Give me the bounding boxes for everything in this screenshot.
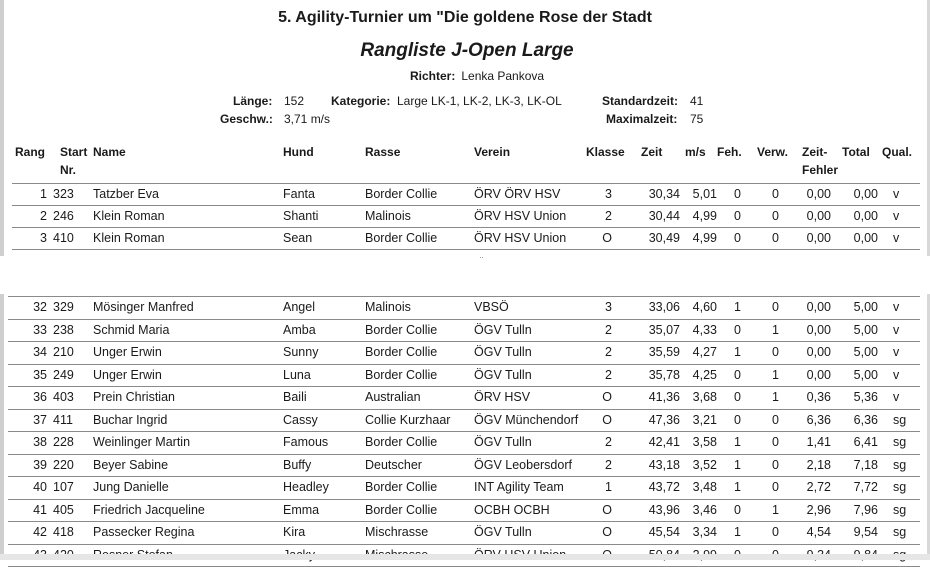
cell-rasse: Collie Kurzhaar	[365, 412, 451, 427]
cell-verein: ÖRV HSV	[474, 390, 531, 404]
cell-verein: INT Agility Team	[474, 480, 564, 494]
max-time-label: Maximalzeit:	[606, 112, 678, 126]
cell-klasse: O	[602, 502, 612, 517]
cell-rasse: Border Collie	[365, 480, 438, 494]
cell-rasse: Border Collie	[365, 367, 438, 382]
cell-total: 0,00	[853, 187, 878, 201]
cell-start: 411	[53, 412, 73, 427]
cell-zeitfehler: 0,00	[806, 345, 831, 359]
cell-start: 323	[53, 187, 74, 201]
cell-qual: v	[893, 367, 900, 382]
cell-hund: Famous	[283, 435, 329, 449]
cell-zeit: 35,59	[648, 345, 680, 359]
cell-rasse: Border Collie	[365, 345, 438, 359]
cell-zeit: 35,78	[648, 367, 680, 382]
cell-zeitfehler: 1,41	[806, 435, 831, 449]
cell-ms: 3,68	[692, 390, 717, 404]
cell-zeitfehler: 0,36	[806, 390, 831, 404]
cell-hund: Kira	[283, 525, 306, 539]
cell-name: Jung Danielle	[93, 480, 169, 494]
cell-total: 0,00	[853, 231, 878, 245]
cell-qual: v	[893, 322, 900, 337]
cell-name: Mösinger Manfred	[93, 300, 194, 314]
cell-ms: 4,25	[692, 367, 717, 382]
cell-hund: Cassy	[283, 412, 318, 427]
col-hund: Hund	[283, 145, 314, 159]
cell-verein: ÖRV HSV Union	[474, 231, 567, 245]
judge-label: Richter:	[410, 69, 456, 83]
table-row	[0, 228, 930, 250]
col-name: Name	[93, 145, 126, 159]
cell-hund: Emma	[283, 502, 320, 517]
cell-zeitfehler: 0,00	[806, 187, 831, 201]
cell-zeitfehler: 4,54	[806, 525, 831, 539]
cell-qual: sg	[893, 457, 907, 472]
category-value: Large LK-1, LK-2, LK-3, LK-OL	[397, 94, 562, 108]
table-row	[0, 432, 930, 454]
cell-start: 418	[53, 525, 74, 539]
cell-rasse: Malinois	[365, 300, 411, 314]
cell-start: 246	[53, 209, 74, 223]
cell-rasse: Australian	[365, 390, 421, 404]
cell-hund: Shanti	[283, 209, 319, 223]
cell-hund: Angel	[283, 300, 315, 314]
cell-klasse: 3	[605, 300, 612, 314]
cell-ms: 4,99	[692, 209, 717, 223]
col-feh: Feh.	[717, 145, 742, 159]
cell-verw: 1	[772, 390, 779, 404]
col-zeitfehler: Zeit- Fehler	[802, 145, 839, 177]
cell-zeit: 35,07	[648, 322, 680, 337]
cell-rang: 38	[33, 435, 47, 449]
cell-zeitfehler: 2,72	[806, 480, 831, 494]
tournament-title: 5. Agility-Turnier um "Die goldene Rose der Stadt	[278, 9, 652, 26]
cell-start: 329	[53, 300, 74, 314]
cell-rang: 42	[33, 525, 47, 539]
cell-total: 0,00	[853, 209, 878, 223]
cell-klasse: 2	[605, 367, 612, 382]
cell-rasse: Border Collie	[365, 187, 438, 201]
length-value: 152	[284, 94, 305, 108]
cell-qual: sg	[893, 525, 907, 539]
cell-zeit: 47,36	[648, 412, 680, 427]
cell-qual: sg	[893, 502, 907, 517]
cell-feh: 1	[734, 345, 741, 359]
cell-qual: sg	[893, 435, 907, 449]
cell-total: 6,36	[853, 412, 878, 427]
cell-hund: Fanta	[283, 187, 315, 201]
cell-zeitfehler: 2,96	[806, 502, 831, 517]
cell-hund: Luna	[283, 367, 311, 382]
cell-ms: 3,34	[692, 525, 717, 539]
cell-verein: ÖGV Tulln	[474, 367, 532, 382]
cell-total: 5,00	[853, 300, 878, 314]
ranking-subtitle: Rangliste J-Open Large	[360, 40, 574, 61]
cell-hund: Baili	[283, 390, 307, 404]
cell-verein: ÖGV Leobersdorf	[474, 457, 572, 472]
cell-zeit: 43,72	[648, 480, 680, 494]
cell-zeitfehler: 0,00	[806, 209, 831, 223]
cell-hund: Sunny	[283, 345, 319, 359]
cell-feh: 1	[734, 480, 741, 494]
cell-klasse: 2	[605, 322, 612, 337]
table-row	[0, 206, 930, 228]
cell-ms: 5,01	[692, 187, 717, 201]
cell-verw: 0	[772, 480, 779, 494]
cell-feh: 1	[734, 457, 741, 472]
cell-verw: 1	[772, 322, 779, 337]
cell-klasse: O	[602, 231, 612, 245]
cell-start: 228	[53, 435, 74, 449]
cell-total: 7,96	[853, 502, 878, 517]
cell-verw: 0	[772, 412, 779, 427]
cell-zeit: 43,18	[648, 457, 680, 472]
cell-name: Weinlinger Martin	[93, 435, 191, 449]
cell-name: Klein Roman	[93, 231, 165, 245]
cell-verein: ÖGV Tulln	[474, 525, 532, 539]
cell-klasse: 2	[605, 457, 612, 472]
col-rang: Rang	[15, 145, 45, 159]
cell-total: 6,41	[853, 435, 878, 449]
col-klasse: Klasse	[586, 145, 625, 159]
cell-feh: 0	[734, 390, 741, 404]
cell-klasse: 2	[605, 209, 612, 223]
scan-speck: ¨	[480, 256, 484, 267]
cell-ms: 3,48	[692, 480, 717, 494]
judge-name: Lenka Pankova	[461, 69, 545, 83]
col-total: Total	[842, 145, 870, 159]
cell-klasse: O	[602, 412, 612, 427]
cell-verw: 1	[772, 367, 779, 382]
cell-ms: 4,60	[692, 300, 717, 314]
cell-verw: 0	[772, 187, 779, 201]
cell-zeitfehler: 0,00	[806, 367, 831, 382]
cell-rasse: Mischrasse	[365, 525, 429, 539]
cell-start: 238	[53, 322, 74, 337]
cell-total: 5,00	[853, 345, 878, 359]
cell-verein: ÖGV Tulln	[474, 345, 532, 359]
cell-name: Schmid Maria	[93, 322, 170, 337]
cell-feh: 0	[734, 187, 741, 201]
cell-feh: 0	[734, 322, 741, 337]
cell-rang: 40	[33, 480, 47, 494]
table-rule	[12, 249, 920, 250]
cell-feh: 0	[734, 231, 741, 245]
cell-rang: 33	[33, 322, 47, 337]
category-label: Kategorie:	[331, 94, 391, 108]
cell-qual: sg	[893, 412, 907, 427]
cell-zeitfehler: 0,00	[806, 231, 831, 245]
cell-start: 403	[53, 390, 74, 404]
table-row	[0, 477, 930, 499]
cell-feh: 0	[734, 502, 741, 517]
cell-rang: 37	[33, 412, 47, 427]
cell-start: 405	[53, 502, 74, 517]
cell-zeitfehler: 6,36	[806, 412, 831, 427]
cell-rang: 36	[33, 390, 47, 404]
cell-start: 220	[53, 457, 74, 472]
cell-total: 5,00	[853, 322, 878, 337]
cell-qual: v	[893, 390, 900, 404]
cell-verein: ÖGV Münchendorf	[474, 412, 579, 427]
cell-qual: v	[893, 231, 900, 245]
cell-qual: v	[893, 187, 900, 201]
cell-qual: sg	[893, 480, 907, 494]
cell-ms: 4,33	[692, 322, 717, 337]
cell-rang: 41	[33, 502, 47, 517]
cell-total: 5,00	[853, 367, 878, 382]
cell-name: Beyer Sabine	[93, 457, 169, 472]
cell-name: Buchar Ingrid	[93, 412, 168, 427]
cell-rang: 32	[33, 300, 47, 314]
cell-rang: 3	[40, 231, 47, 245]
cell-verw: 0	[772, 300, 779, 314]
cell-zeitfehler: 2,18	[806, 457, 831, 472]
cell-verein: OCBH OCBH	[474, 502, 550, 517]
cell-zeitfehler: 0,00	[806, 300, 831, 314]
cell-ms: 4,27	[692, 345, 717, 359]
scan-gap	[0, 256, 930, 294]
cell-name: Unger Erwin	[93, 345, 162, 359]
cell-rang: 1	[40, 187, 47, 201]
cell-rang: 34	[33, 345, 47, 359]
cell-start: 410	[53, 231, 74, 245]
cell-rasse: Malinois	[365, 209, 411, 223]
cell-zeit: 33,06	[648, 300, 680, 314]
cell-klasse: 2	[605, 435, 612, 449]
cell-klasse: O	[602, 525, 612, 539]
cell-name: Unger Erwin	[93, 367, 162, 382]
cell-hund: Headley	[283, 480, 329, 494]
cell-verein: ÖGV Tulln	[474, 435, 532, 449]
cell-name: Friedrich Jacqueline	[93, 502, 205, 517]
cell-rasse: Border Collie	[365, 435, 438, 449]
cell-feh: 0	[734, 412, 741, 427]
table-row	[0, 297, 930, 319]
standard-time-value: 41	[690, 94, 704, 108]
cell-ms: 3,46	[692, 502, 717, 517]
cell-ms: 3,58	[692, 435, 717, 449]
cell-total: 7,72	[853, 480, 878, 494]
standard-time-label: Standardzeit:	[602, 94, 679, 108]
cell-zeit: 41,36	[648, 390, 680, 404]
table-row	[0, 455, 930, 477]
cell-verein: VBSÖ	[474, 300, 509, 314]
cell-feh: 1	[734, 525, 741, 539]
cell-verw: 0	[772, 435, 779, 449]
col-zeit: Zeit	[641, 145, 663, 159]
cell-zeit: 42,41	[648, 435, 680, 449]
cell-hund: Buffy	[283, 457, 312, 472]
cell-ms: 3,21	[692, 412, 717, 427]
table-row	[0, 365, 930, 387]
col-start: Start Nr.	[60, 145, 88, 177]
cell-zeit: 45,54	[648, 525, 680, 539]
cell-total: 5,36	[853, 390, 878, 404]
cell-verein: ÖRV ÖRV HSV	[474, 187, 561, 201]
cell-verw: 1	[772, 502, 779, 517]
cell-name: Klein Roman	[93, 209, 165, 223]
cell-ms: 4,99	[692, 231, 717, 245]
cell-feh: 1	[734, 435, 741, 449]
cell-feh: 0	[734, 209, 741, 223]
cell-rasse: Border Collie	[365, 502, 438, 517]
cell-rang: 2	[40, 209, 47, 223]
cell-klasse: 1	[605, 480, 612, 494]
cell-verw: 0	[772, 209, 779, 223]
cell-qual: v	[893, 345, 900, 359]
table-row	[0, 320, 930, 342]
max-time-value: 75	[690, 112, 704, 126]
cell-verein: ÖGV Tulln	[474, 322, 532, 337]
cell-qual: v	[893, 209, 900, 223]
cell-rasse: Border Collie	[365, 322, 438, 337]
col-qual: Qual.	[882, 145, 913, 159]
cell-start: 210	[53, 345, 74, 359]
cell-rang: 35	[33, 367, 47, 382]
table-row	[0, 387, 930, 409]
cell-hund: Amba	[283, 322, 316, 337]
cell-feh: 0	[734, 367, 741, 382]
cell-total: 9,54	[853, 525, 878, 539]
cell-qual: v	[893, 300, 900, 314]
cell-total: 7,18	[853, 457, 878, 472]
cell-ms: 3,52	[692, 457, 717, 472]
cell-start: 107	[53, 480, 74, 494]
cell-verw: 0	[772, 345, 779, 359]
cell-name: Prein Christian	[93, 390, 175, 404]
col-rasse: Rasse	[365, 145, 401, 159]
cell-name: Tatzber Eva	[93, 187, 160, 201]
cell-klasse: 3	[605, 187, 612, 201]
cell-rasse: Border Collie	[365, 231, 438, 245]
speed-label: Geschw.:	[220, 112, 273, 126]
cell-hund: Sean	[283, 231, 313, 245]
cell-klasse: 2	[605, 345, 612, 359]
cell-zeit: 30,49	[648, 231, 680, 245]
cell-verein: ÖRV HSV Union	[474, 209, 567, 223]
col-ms: m/s	[685, 145, 706, 159]
cell-rasse: Deutscher	[365, 457, 422, 472]
cell-verw: 0	[772, 457, 779, 472]
table-row	[0, 410, 930, 432]
cell-zeit: 43,96	[648, 502, 680, 517]
speed-value: 3,71 m/s	[284, 112, 331, 126]
cell-feh: 1	[734, 300, 741, 314]
page-bottom-edge	[0, 554, 930, 560]
cell-name: Passecker Regina	[93, 525, 195, 539]
cell-verw: 0	[772, 231, 779, 245]
cell-klasse: O	[602, 390, 612, 404]
cell-rang: 39	[33, 457, 47, 472]
table-row	[0, 500, 930, 522]
col-verw: Verw.	[757, 145, 788, 159]
cell-verw: 0	[772, 525, 779, 539]
cell-zeit: 30,44	[648, 209, 680, 223]
table-row	[0, 342, 930, 364]
cell-start: 249	[53, 367, 74, 382]
length-label: Länge:	[233, 94, 273, 108]
judge-line	[410, 69, 544, 83]
table-row	[0, 184, 930, 206]
col-verein: Verein	[474, 145, 511, 159]
cell-zeitfehler: 0,00	[806, 322, 831, 337]
cell-zeit: 30,34	[648, 187, 680, 201]
table-row	[0, 522, 930, 544]
